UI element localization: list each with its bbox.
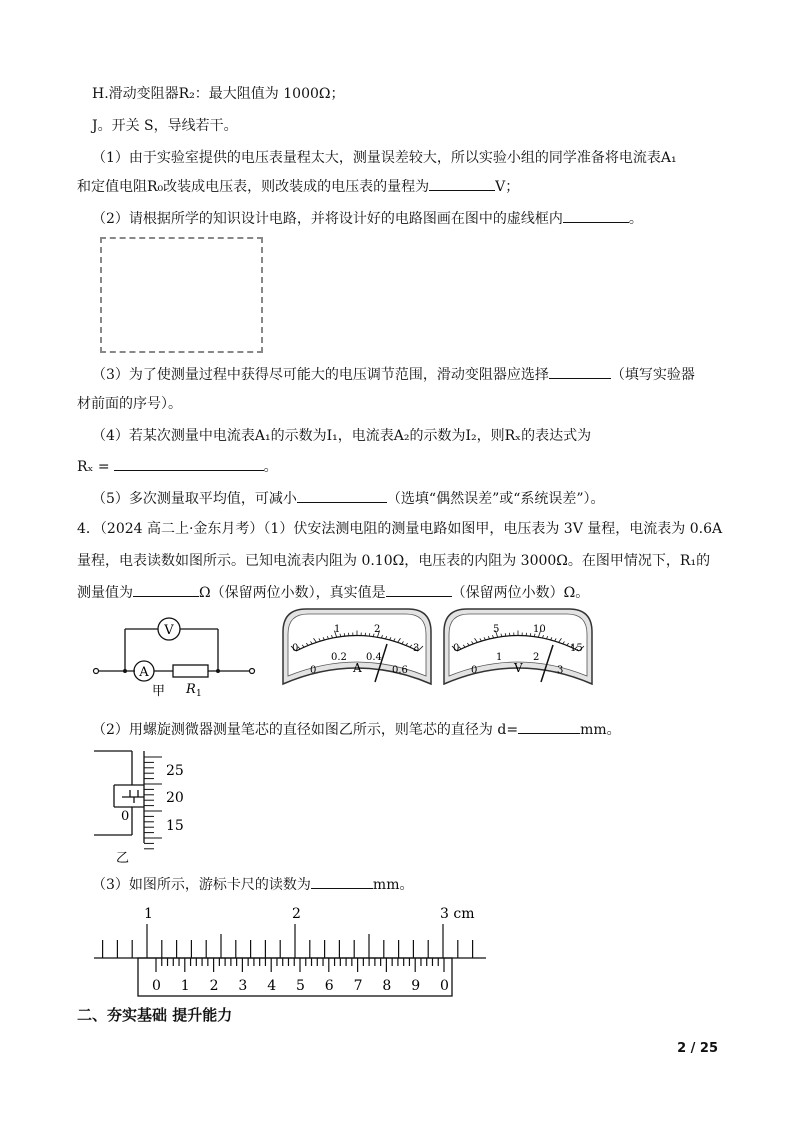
figure-jia-caption: 甲 <box>152 684 166 697</box>
voltmeter-lower-1: 1 <box>496 652 503 663</box>
ammeter-upper-3: 3 <box>413 643 420 654</box>
ammeter-upper-1: 1 <box>334 624 341 635</box>
micrometer-label-20: 20 <box>166 790 184 806</box>
question-4-line-a: （4）若某次测量中电流表A₁的示数为I₁，电流表A₂的示数为I₂，则Rₓ的表达式为 <box>92 428 592 444</box>
circuit-diagram <box>90 615 260 697</box>
micrometer-figure <box>92 745 212 865</box>
micrometer-sleeve-zero: 0 <box>121 809 130 824</box>
problem-4-q3-line <box>92 874 413 895</box>
terminal-right <box>250 669 255 674</box>
caliper-main-2: 2 <box>292 906 301 922</box>
question-2-end: 。 <box>628 211 643 227</box>
ammeter-lower-2: 0.4 <box>366 652 382 663</box>
question-1-line-b <box>77 176 519 197</box>
question-3-line-b: 材前面的序号）。 <box>77 396 182 412</box>
question-5-line <box>92 488 605 509</box>
ammeter-lower-3: 0.6 <box>392 665 408 676</box>
ammeter-lower-1: 0.2 <box>331 652 347 663</box>
caliper-question-text: （3）如图所示，游标卡尺的读数为 <box>92 877 311 893</box>
answer-blank[interactable] <box>114 456 264 471</box>
option-h-line: H.滑动变阻器R₂：最大阻值为 1000Ω； <box>92 86 345 102</box>
answer-blank[interactable] <box>386 582 452 597</box>
answer-blank[interactable] <box>429 176 495 191</box>
caliper-vernier-label: 0 <box>152 978 161 994</box>
caliper-vernier-label: 0 <box>440 978 449 994</box>
voltmeter-upper-0: 0 <box>453 643 460 654</box>
answer-blank[interactable] <box>133 582 199 597</box>
micrometer-unit: mm。 <box>580 722 621 738</box>
voltmeter-lower-3: 3 <box>557 665 564 676</box>
question-5-options: （选填“偶然误差”或“系统误差”）。 <box>386 491 605 507</box>
caliper-vernier-label: 5 <box>296 978 305 994</box>
ammeter-label: A <box>139 665 149 680</box>
caliper-vernier-label: 8 <box>382 978 392 994</box>
question-1-unit: V； <box>495 179 520 195</box>
option-j-line: J。开关 S，导线若干。 <box>92 118 238 134</box>
answer-blank[interactable] <box>549 364 611 379</box>
problem-4-line-a: 4．（2024 高二上·金东月考）（1）伏安法测电阻的测量电路如图甲，电压表为 3V 量程，电流表为 0.6A <box>77 521 723 537</box>
micrometer-label-25: 25 <box>166 763 184 779</box>
question-1-text: 和定值电阻R₀改装成电压表，则改装成的电压表的量程为 <box>77 179 430 195</box>
caliper-vernier-label: 6 <box>324 978 334 994</box>
voltmeter-unit: V <box>514 661 523 675</box>
question-1-line-a: （1）由于实验室提供的电压表量程太大，测量误差较大，所以实验小组的同学准备将电流表A₁ <box>92 150 677 166</box>
voltmeter-upper-1: 5 <box>493 624 500 635</box>
voltmeter-lower-2: 2 <box>533 652 540 663</box>
caliper-vernier-label: 9 <box>411 978 421 994</box>
voltmeter-label: V <box>164 623 174 638</box>
micrometer-label-15: 15 <box>166 818 184 834</box>
ammeter-dial <box>280 606 434 686</box>
caliper-unit: mm。 <box>372 877 414 893</box>
resistor-label: R <box>186 682 196 697</box>
answer-blank[interactable] <box>311 874 373 889</box>
question-4-line-b <box>77 456 278 477</box>
voltmeter-upper-3: 15 <box>570 643 583 654</box>
problem-4-end: （保留两位小数）Ω。 <box>451 585 590 601</box>
section-title: 二、夯实基础 提升能力 <box>77 1006 233 1024</box>
caliper-vernier-label: 7 <box>353 978 363 994</box>
problem-4-q2-line <box>92 719 621 740</box>
rx-label: Rₓ = <box>77 459 110 475</box>
caliper-vernier-label: 3 <box>238 978 248 994</box>
caliper-main-1: 1 <box>144 906 153 922</box>
question-3-note: （填写实验器 <box>610 367 695 383</box>
resistor-subscript: 1 <box>196 689 202 697</box>
answer-blank[interactable] <box>297 488 387 503</box>
question-2-text: （2）请根据所学的知识设计电路，并将设计好的电路图画在图中的虚线框内 <box>92 211 563 227</box>
caliper-vernier-label: 4 <box>267 978 277 994</box>
problem-4-line-b: 量程，电表读数如图所示。已知电流表内阻为 0.10Ω，电压表的内阻为 3000Ω。在图甲情况下，R₁的 <box>77 553 711 569</box>
question-5-text: （5）多次测量取平均值，可减小 <box>92 491 297 507</box>
problem-4-text: 测量值为 <box>77 585 133 601</box>
figure-yi-caption: 乙 <box>116 851 130 865</box>
vernier-caliper <box>94 900 494 1000</box>
problem-4-line-c <box>77 582 589 603</box>
ammeter-unit: A <box>353 661 362 675</box>
question-2-line <box>92 208 643 229</box>
page-number: 2 / 25 <box>677 1041 718 1056</box>
voltmeter-lower-0: 0 <box>471 665 478 676</box>
caliper-vernier-label: 2 <box>209 978 219 994</box>
voltmeter-upper-2: 10 <box>533 624 546 635</box>
terminal-left <box>94 669 99 674</box>
ammeter-upper-0: 0 <box>292 643 299 654</box>
circuit-drawing-box[interactable] <box>100 237 263 353</box>
answer-blank[interactable] <box>563 208 629 223</box>
ammeter-lower-0: 0 <box>310 665 317 676</box>
question-3-line-a <box>92 364 695 385</box>
answer-blank[interactable] <box>518 719 580 734</box>
ammeter-upper-2: 2 <box>374 624 381 635</box>
micrometer-question-text: （2）用螺旋测微器测量笔芯的直径如图乙所示，则笔芯的直径为 d= <box>92 722 519 738</box>
caliper-main-3cm: 3 cm <box>440 906 475 922</box>
caliper-vernier-label: 1 <box>180 978 190 994</box>
problem-4-mid: Ω（保留两位小数），真实值是 <box>199 585 386 601</box>
question-4-end: 。 <box>263 459 278 475</box>
voltmeter-dial <box>441 606 595 686</box>
question-3-text: （3）为了使测量过程中获得尽可能大的电压调节范围，滑动变阻器应选择 <box>92 367 549 383</box>
